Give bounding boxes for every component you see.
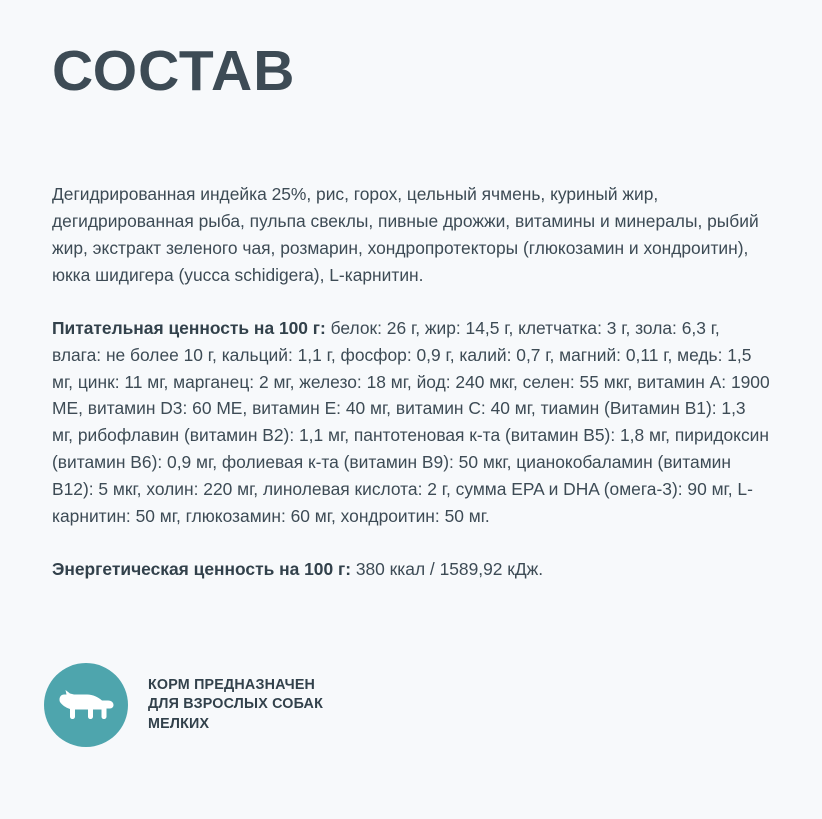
- energy-paragraph: [52, 556, 770, 583]
- energy-value: 380 ккал / 1589,92 кДж.: [351, 559, 544, 580]
- composition-body: [52, 181, 770, 584]
- page-title: СОСТАВ: [52, 39, 296, 103]
- badge-line-1: КОРМ ПРЕДНАЗНАЧЕН: [148, 677, 316, 694]
- badge-text: [148, 676, 323, 734]
- dog-icon: [44, 663, 128, 747]
- energy-label: Энергетическая ценность на 100 г:: [52, 559, 351, 580]
- nutrition-label: Питательная ценность на 100 г:: [52, 317, 326, 338]
- nutrition-value: белок: 26 г, жир: 14,5 г, клетчатка: 3 г, зола: 6,3 г, влага: не более 10 г, кальций: 1,1 г, фосфор: 0,9 г, калий: 0,7 г, магний: 0,11 г, медь: 1,5 мг, цинк: 11 мг, марганец: 2 мг, железо: 18 мг, йод: 240 мкг, селен: 55 мкг, витамин A: 1900 МЕ, витамин D3: 60 МЕ, витамин E: 40 мг, витамин C: 40 мг, тиамин (Витамин B1): 1,3 мг, рибофлавин (витамин B2): 1,1 мг, пантотеновая к-та (витамин B5): 1,8 мг, пиридоксин (витамин B6): 0,9 мг, фолиевая к-та (витамин B9): 50 мкг, цианокобаламин (витамин B12): 5 мкг, холин: 220 мг, линолевая кислота: 2 г, сумма EPA и DHA (омега-3): 90 мг, L-карнитин: 50 мг, глюкозамин: 60 мг, хондроитин: 50 мг.: [52, 317, 770, 527]
- target-audience-badge: [44, 663, 323, 747]
- ingredients-paragraph: Дегидрированная индейка 25%, рис, горох, цельный ячмень, куриный жир, дегидрированная рыба, пульпа свеклы, пивные дрожжи, витамины и минералы, рыбий жир, экстракт зеленого чая, розмарин, хондропротекторы (глюкозамин и хондроитин), юкка шидигера (yucca schidigera), L-карнитин.: [52, 183, 759, 285]
- badge-line-3: МЕЛКИХ: [148, 715, 210, 732]
- badge-line-2: ДЛЯ ВЗРОСЛЫХ СОБАК: [148, 696, 324, 713]
- nutrition-paragraph: [52, 315, 770, 531]
